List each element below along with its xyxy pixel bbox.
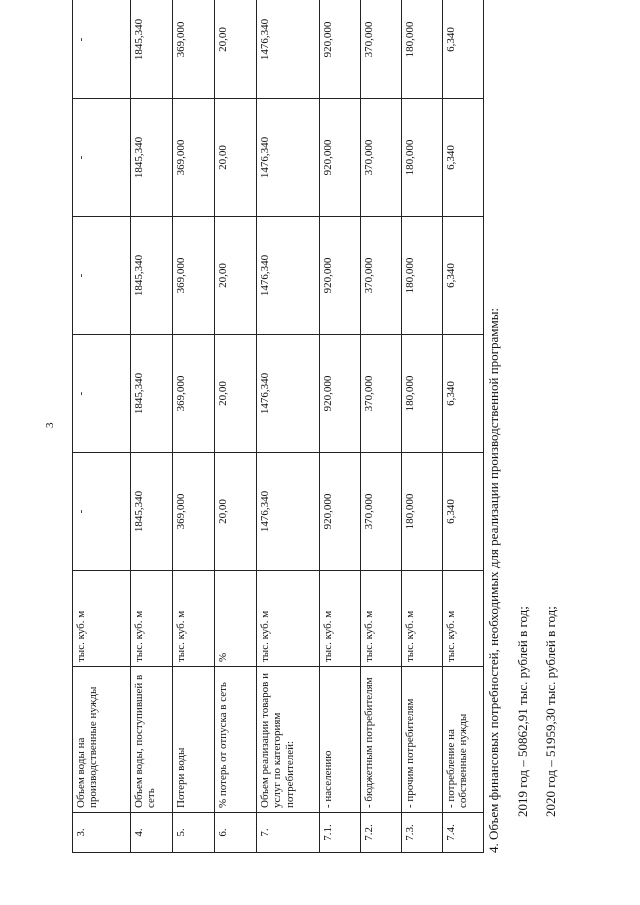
value-cell: 1476,340 [257, 335, 320, 453]
value-cell: 1845,340 [131, 453, 173, 571]
indicator-name-cell: - населению [320, 667, 361, 813]
value-cell: 369,000 [173, 0, 215, 99]
unit-cell: % [215, 571, 257, 667]
value-cell: 20,00 [215, 335, 257, 453]
value-cell: 369,000 [173, 99, 215, 217]
value-cell: 370,000 [361, 99, 402, 217]
value-cell: 6,340 [443, 0, 484, 99]
value-cell: 20,00 [215, 217, 257, 335]
value-cell: 370,000 [361, 453, 402, 571]
value-cell: 920,000 [320, 99, 361, 217]
row-number-cell: 7.4. [443, 813, 484, 853]
value-cell: 1845,340 [131, 217, 173, 335]
indicator-name-cell: - потребление на собственные нужды [443, 667, 484, 813]
rotated-page-content [72, 18, 592, 853]
page-number: 3 [44, 422, 56, 428]
unit-cell: тыс. куб. м [443, 571, 484, 667]
value-cell: - [73, 217, 131, 335]
value-cell: 1476,340 [257, 0, 320, 99]
indicator-name-cell: Объем воды, поступившей в сеть [131, 667, 173, 813]
financial-needs-2020: 2020 год – 51959,30 тыс. рублей в год; [543, 606, 558, 817]
value-cell: - [73, 99, 131, 217]
value-cell: 1476,340 [257, 99, 320, 217]
value-cell: 6,340 [443, 217, 484, 335]
unit-cell: тыс. куб. м [257, 571, 320, 667]
value-cell: 370,000 [361, 217, 402, 335]
value-cell: 20,00 [215, 99, 257, 217]
value-cell: 6,340 [443, 99, 484, 217]
value-cell: 180,000 [402, 217, 443, 335]
row-number-cell: 7.3. [402, 813, 443, 853]
table-row [402, 0, 443, 853]
row-number-cell: 7.1. [320, 813, 361, 853]
value-cell: - [73, 453, 131, 571]
value-cell: 369,000 [173, 217, 215, 335]
value-cell: 1845,340 [131, 0, 173, 99]
indicator-name-cell: - прочим потребителям [402, 667, 443, 813]
unit-cell: тыс. куб. м [402, 571, 443, 667]
table-row [257, 0, 320, 853]
unit-cell: тыс. куб. м [73, 571, 131, 667]
unit-cell: тыс. куб. м [361, 571, 402, 667]
value-cell: 1845,340 [131, 335, 173, 453]
value-cell: 920,000 [320, 453, 361, 571]
value-cell: 1476,340 [257, 453, 320, 571]
table-row [131, 0, 173, 853]
value-cell: 920,000 [320, 217, 361, 335]
indicator-name-cell: - бюджетным потребителям [361, 667, 402, 813]
value-cell: 20,00 [215, 0, 257, 99]
value-cell: 180,000 [402, 453, 443, 571]
value-cell: - [73, 0, 131, 99]
financial-needs-heading: 4. Объем финансовых потребностей, необходимых для реализации производственной программы: [486, 307, 501, 853]
value-cell: 1845,340 [131, 99, 173, 217]
indicator-name-cell: Потери воды [173, 667, 215, 813]
unit-cell: тыс. куб. м [131, 571, 173, 667]
unit-cell: тыс. куб. м [173, 571, 215, 667]
value-cell: 920,000 [320, 0, 361, 99]
value-cell: 6,340 [443, 335, 484, 453]
table-row [320, 0, 361, 853]
row-number-cell: 7. [257, 813, 320, 853]
value-cell: 370,000 [361, 0, 402, 99]
indicator-name-cell: Объем воды на производственные нужды [73, 667, 131, 813]
table-row [443, 0, 484, 853]
indicator-name-cell: Объем реализации товаров и услуг по категориям потребителей: [257, 667, 320, 813]
row-number-cell: 3. [73, 813, 131, 853]
table-row [215, 0, 257, 853]
value-cell: 6,340 [443, 453, 484, 571]
value-cell: 180,000 [402, 99, 443, 217]
value-cell: 370,000 [361, 335, 402, 453]
value-cell: 180,000 [402, 335, 443, 453]
production-program-table [72, 0, 484, 853]
table-row [173, 0, 215, 853]
value-cell: 20,00 [215, 453, 257, 571]
value-cell: 369,000 [173, 335, 215, 453]
indicator-name-cell: % потерь от отпуска в сеть [215, 667, 257, 813]
value-cell: 369,000 [173, 453, 215, 571]
value-cell: 1476,340 [257, 217, 320, 335]
value-cell: - [73, 335, 131, 453]
table-row [73, 0, 131, 853]
row-number-cell: 5. [173, 813, 215, 853]
row-number-cell: 7.2. [361, 813, 402, 853]
row-number-cell: 4. [131, 813, 173, 853]
table-body [73, 0, 484, 853]
financial-needs-2019: 2019 год – 50862,91 тыс. рублей в год; [515, 606, 530, 817]
unit-cell: тыс. куб. м [320, 571, 361, 667]
table-row [361, 0, 402, 853]
value-cell: 180,000 [402, 0, 443, 99]
row-number-cell: 6. [215, 813, 257, 853]
value-cell: 920,000 [320, 335, 361, 453]
